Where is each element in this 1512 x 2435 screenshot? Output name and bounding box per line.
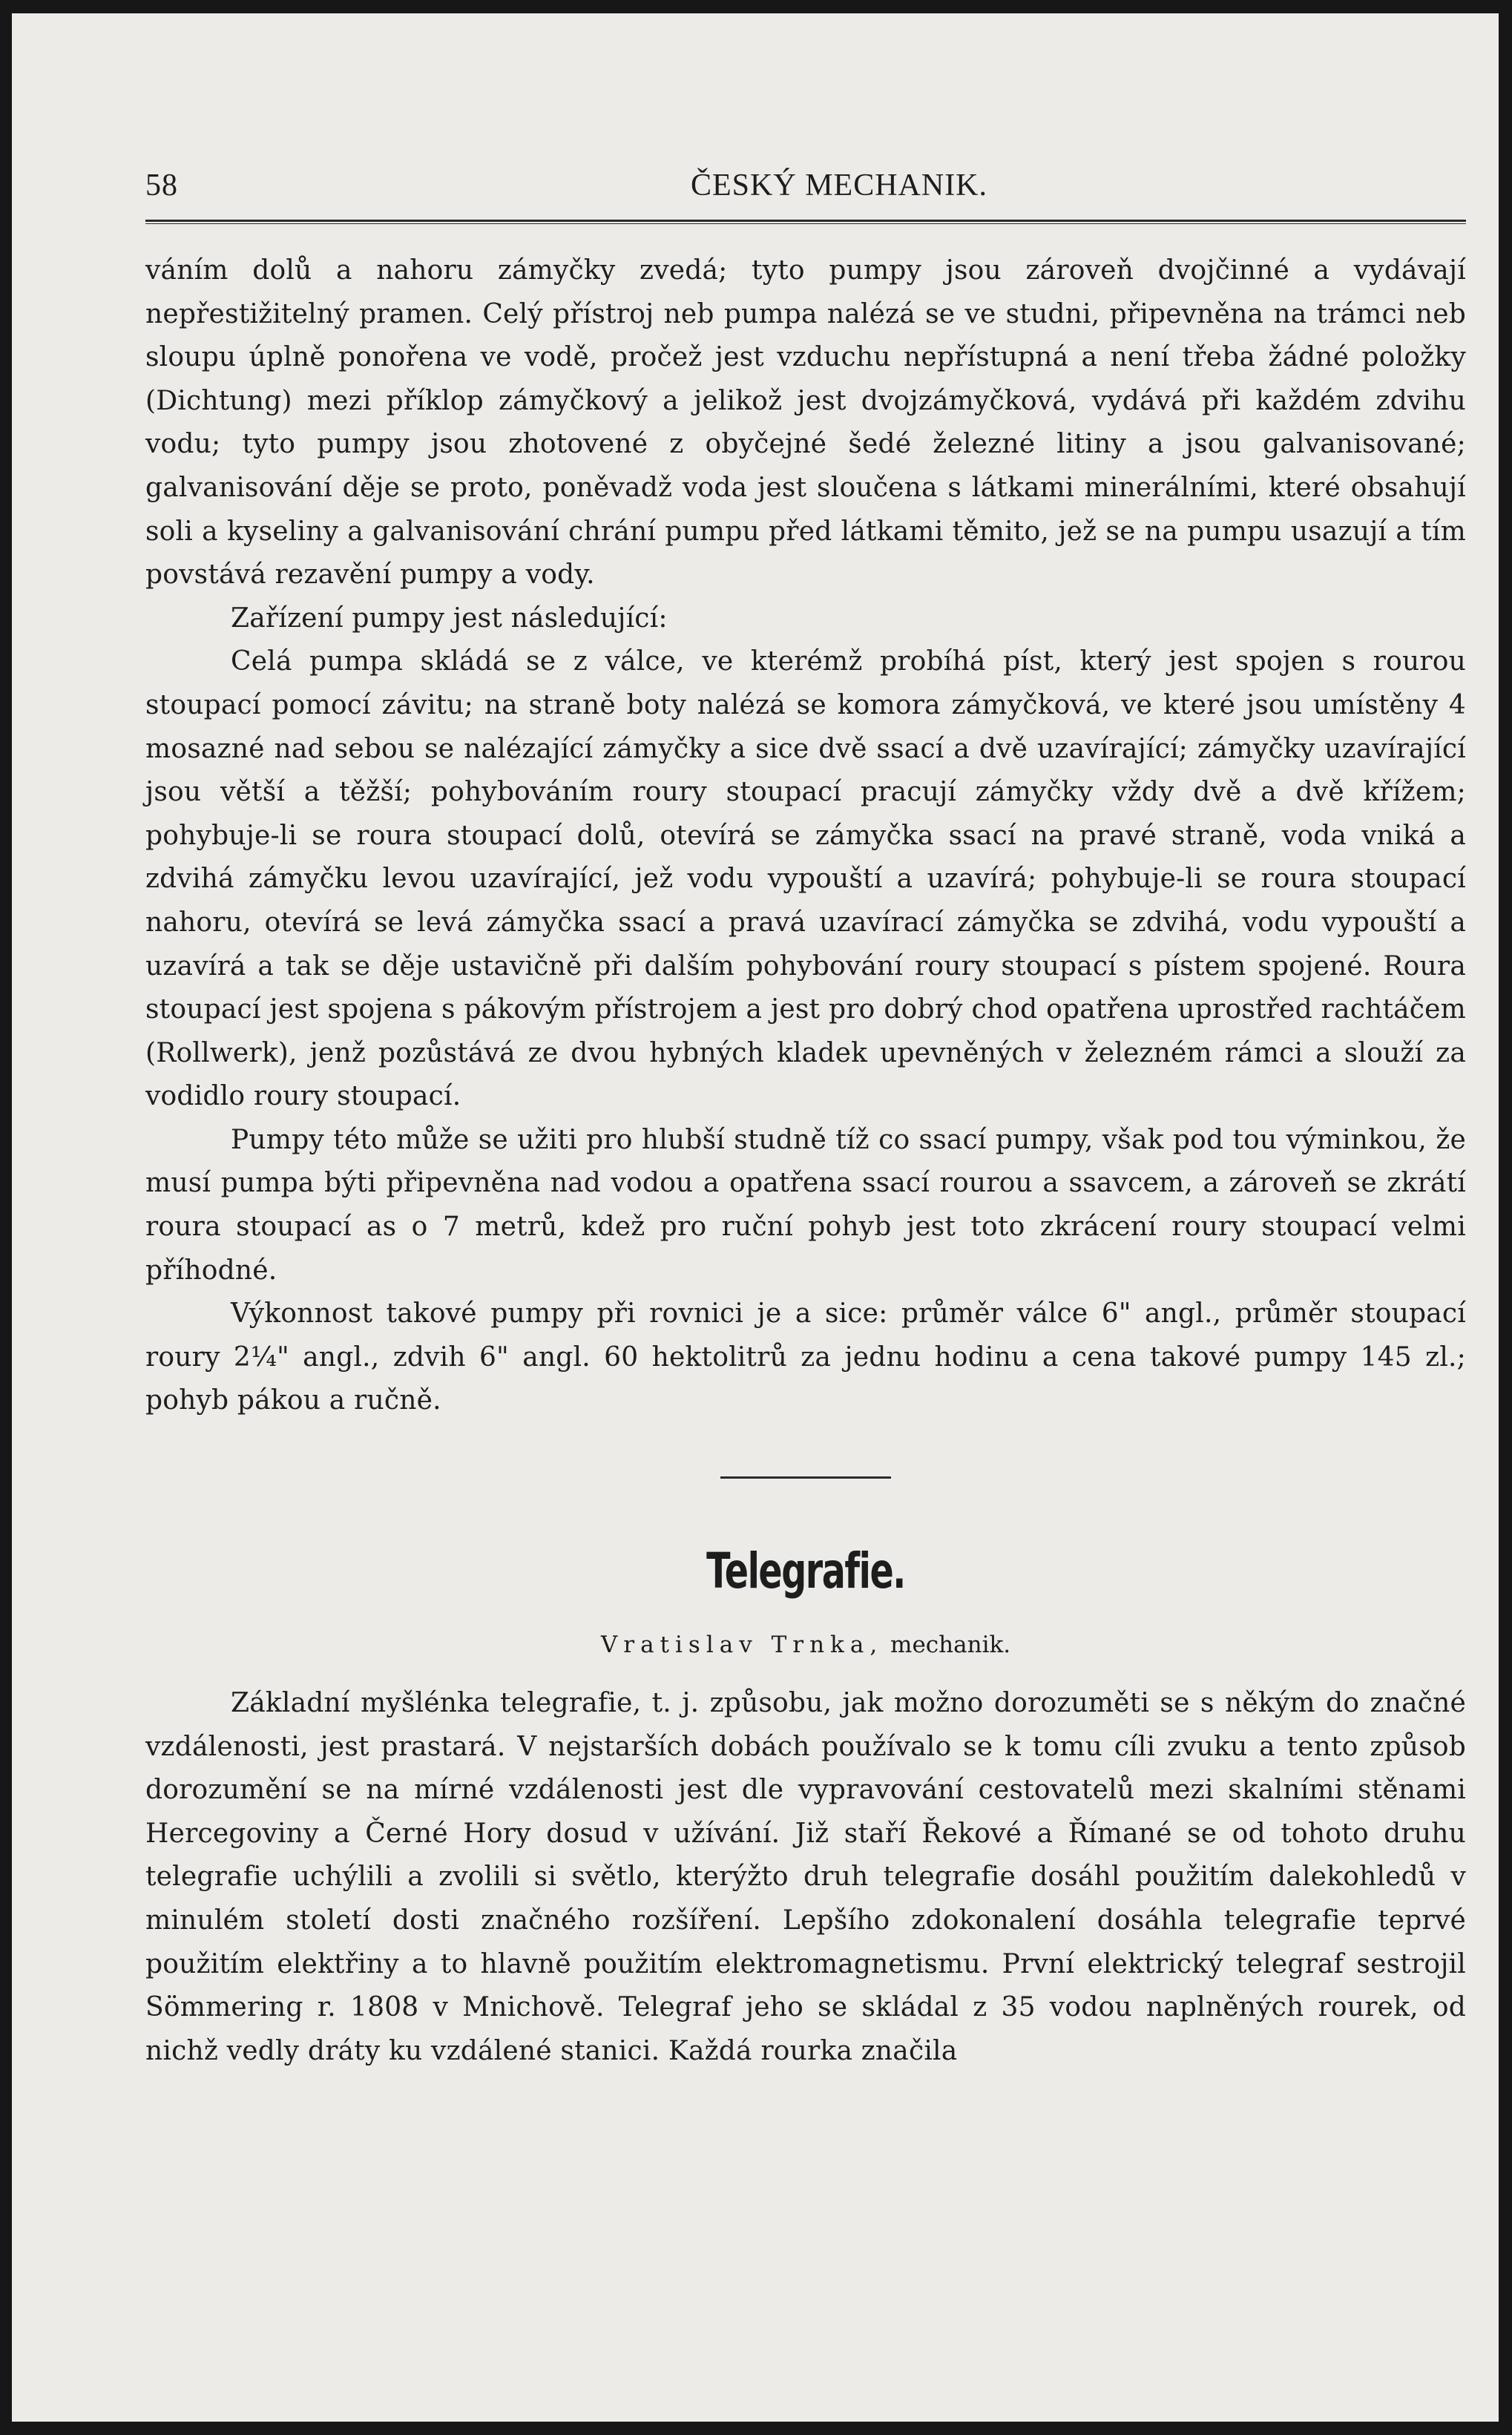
telegraphy-section	[145, 1682, 1466, 2073]
header-rule	[145, 220, 1466, 224]
pump-performance-paragraph: Výkonnost takové pumpy při rovnici je a sice: průměr válce 6" angl., průměr stoupací roury 2¼" angl., zdvih 6" angl. 60 hektolitrů za jednu hodinu a cena takové pumpy 145 zl.; pohyb pákou a ručně.	[145, 1298, 1466, 1416]
telegraphy-paragraph: Základní myšlénka telegrafie, t. j. způsobu, jak možno dorozuměti se s někým do značné vzdálenosti, jest prastará. V nejstarších dobách používalo se k tomu cíli zvuku a tento způsob dorozumění se na mírné vzdálenosti jest dle vypravování cestovatelů mezi skalními stěnami Hercegoviny a Černé Hory dosud v užívání. Již staří Řekové a Římané se od tohoto druhu telegrafie uchýlili a zvolili si světlo, kterýžto druh telegrafie dosáhl použitím dalekohledů v minulém století dosti značného rozšíření. Lepšího zdokonalení dosáhla telegrafie teprvé použitím elektřiny a to hlavně použitím elektromagnetismu. První elektrický telegraf sestrojil Sömmering r. 1808 v Mnichově. Telegraf jeho se skládal z 35 vodou naplněných rourek, od nichž vedly dráty ku vzdálené stanici. Každá rourka značila	[145, 1688, 1466, 2066]
page-number: 58	[145, 168, 178, 203]
author-name: Vratislav Trnka,	[600, 1631, 884, 1659]
scanned-page	[12, 13, 1499, 2422]
running-header	[145, 162, 1466, 214]
section-divider	[720, 1476, 891, 1479]
article-title: Telegrafie.	[706, 1542, 905, 1600]
pump-usage-paragraph: Pumpy této může se užiti pro hlubší studně tíž co ssací pumpy, však pod tou výminkou, že musí pumpa býti připevněna nad vodou a opatřena ssací rourou a ssavcem, a zároveň se zkrátí roura stoupací as o 7 metrů, kdež pro ruční pohyb jest toto zkrácení roury stoupací velmi příhodné.	[145, 1124, 1466, 1286]
pump-paragraph-continued: váním dolů a nahoru zámyčky zvedá; tyto pumpy jsou zároveň dvojčinné a vydávají nepřestižitelný pramen. Celý přístroj neb pumpa nalézá se ve studni, připevněna na trámci neb sloupu úplně ponořena ve vodě, pročež jest vzduchu nepřístupná a není třeba žádné položky (Dichtung) mezi příklop zámyčkový a jelikož jest dvojzámyčková, vydává při každém zdvihu vodu; tyto pumpy jsou zhotovené z obyčejné šedé železné litiny a jsou galvanisované; galvanisování děje se proto, poněvadž voda jest sloučena s látkami minerálními, které obsahují soli a kyseliny a galvanisování chrání pumpu před látkami těmito, jež se na pumpu usazují a tím povstává rezavění pumpy a vody.	[145, 255, 1466, 591]
page-content	[145, 162, 1466, 2073]
pump-section	[145, 249, 1466, 1423]
pump-setup-intro: Zařízení pumpy jest následující:	[231, 602, 668, 634]
author-role: mechanik.	[890, 1631, 1011, 1659]
pump-mechanism-paragraph: Celá pumpa skládá se z válce, ve kterémž probíhá píst, který jest spojen s rourou stoupací pomocí závitu; na straně boty nalézá se komora zámyčková, ve které jsou umístěny 4 mosazné nad sebou se nalézající zámyčky a sice dvě ssací a dvě uzavírající; zámyčky uzavírající jsou větší a těžší; pohybováním roury stoupací pracují zámyčky vždy dvě a dvě křížem; pohybuje-li se roura stoupací dolů, otevírá se zámyčka ssací na pravé straně, voda vniká a zdvihá zámyčku levou uzavírající, jež vodu vypouští a uzavírá; pohybuje-li se roura stoupací nahoru, otevírá se levá zámyčka ssací a pravá uzavírací zámyčka se zdvihá, vodu vypouští a uzavírá a tak se děje ustavičně při dalším pohybování roury stoupací s pístem spojené. Roura stoupací jest spojena s pákovým přístrojem a jest pro dobrý chod opatřena uprostřed rachtáčem (Rollwerk), jenž pozůstává ze dvou hybných kladek upevněných v železném rámci a slouží za vodidlo roury stoupací.	[145, 646, 1466, 1112]
article-byline	[145, 1627, 1466, 1663]
running-title: ČESKÝ MECHANIK.	[691, 168, 988, 203]
